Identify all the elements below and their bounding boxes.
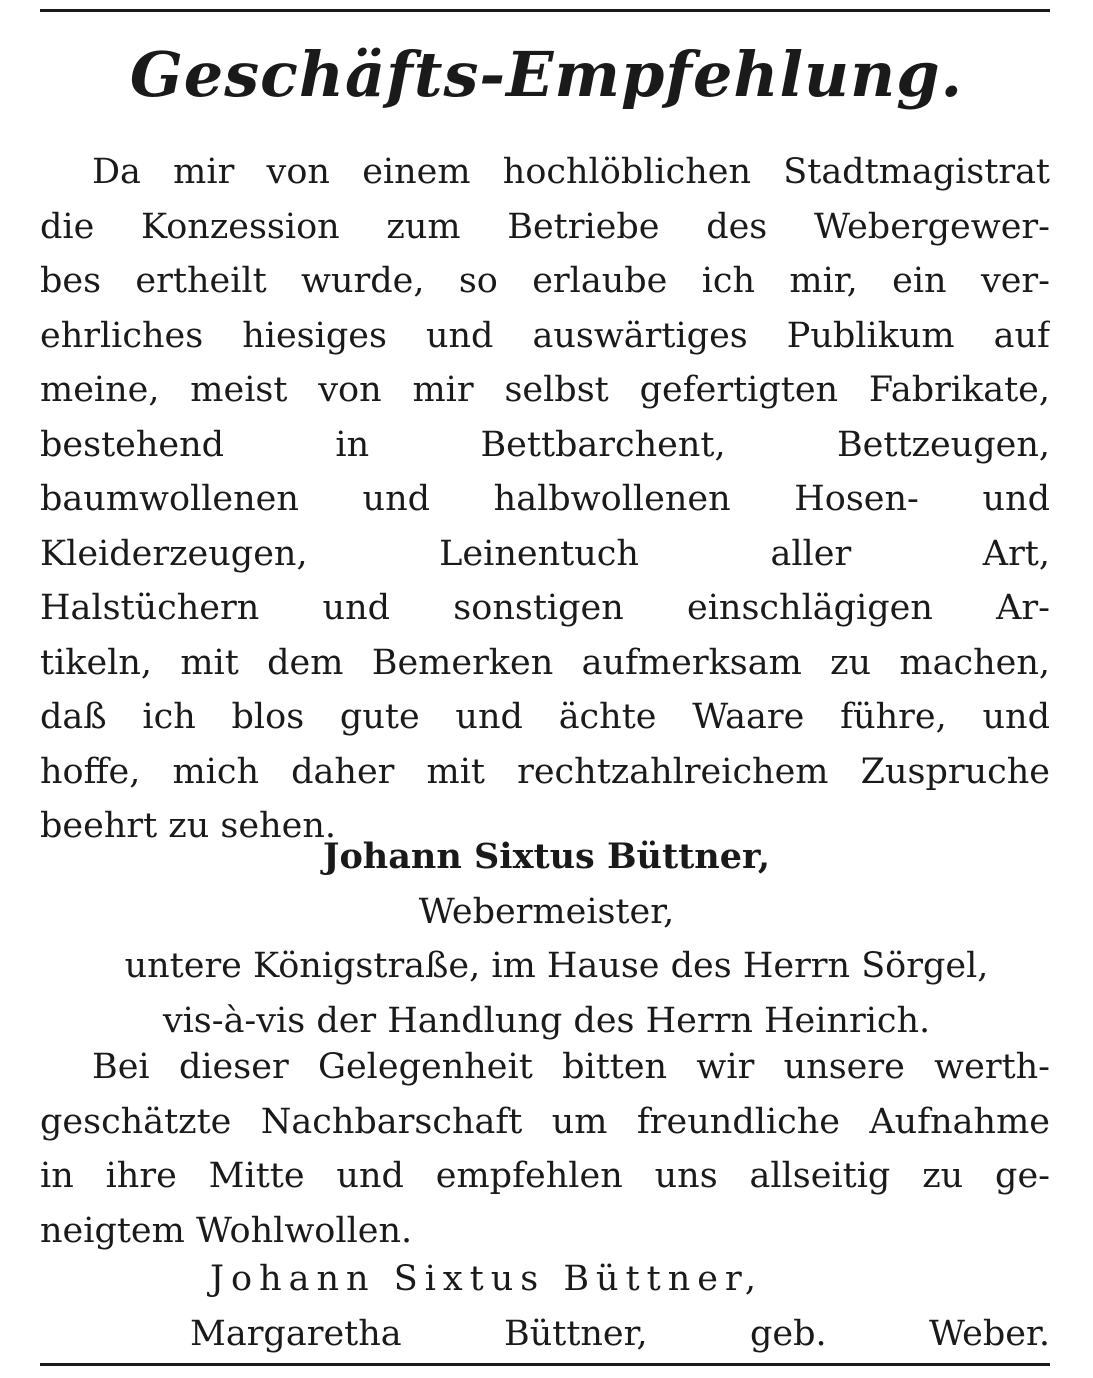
neighbourhood-paragraph: [40, 1040, 1050, 1258]
signature-block-master: [0, 830, 1093, 1048]
signature-role: Webermeister,: [418, 891, 675, 932]
advertisement-title: Geschäfts-Empfehlung.: [129, 38, 964, 111]
paragraph-line: ehrliches hiesiges und auswärtiges Publikum auf: [40, 315, 1050, 356]
paragraph-line: daß ich blos gute und ächte Waare führe, und: [40, 697, 1050, 737]
top-rule: [40, 9, 1050, 12]
paragraph-line: Kleiderzeugen, Leinentuch aller Art,: [40, 533, 1050, 574]
paragraph-line: bestehend in Bettbarchent, Bettzeugen,: [40, 424, 1050, 465]
paragraph-line: hoffe, mich daher mit rechtzahlreichem Zuspruche: [40, 751, 1050, 792]
paragraph-line: beehrt zu sehen.: [40, 806, 336, 846]
signature-line: Johann Sixtus Büttner,: [210, 1259, 763, 1299]
paragraph-line: bes ertheilt wurde, so erlaube ich mir, ein ver-: [40, 261, 1050, 301]
signature-address-line: vis-à-vis der Handlung des Herrn Heinrich.: [162, 1000, 931, 1041]
signature-block-family: [190, 1252, 1050, 1361]
paragraph-line: neigtem Wohlwollen.: [40, 1210, 413, 1251]
paragraph-line: geschätzte Nachbarschaft um freundliche Aufnahme: [40, 1101, 1050, 1142]
announcement-paragraph: [40, 145, 1050, 854]
signature-line: Margaretha Büttner, geb. Weber.: [190, 1313, 1050, 1354]
signature-name: Johann Sixtus Büttner,: [322, 836, 771, 877]
paragraph-line: in ihre Mitte und empfehlen uns allseitig zu ge-: [40, 1156, 1050, 1196]
bottom-rule: [40, 1363, 1050, 1366]
paragraph-line: die Konzession zum Betriebe des Webergewer-: [40, 206, 1050, 247]
paragraph-line: baumwollenen und halbwollenen Hosen- und: [40, 479, 1050, 519]
paragraph-line: Da mir von einem hochlöblichen Stadtmagistrat: [92, 152, 1050, 192]
paragraph-line: tikeln, mit dem Bemerken aufmerksam zu machen,: [40, 642, 1050, 683]
signature-address-line: untere Königstraße, im Hause des Herrn Sörgel,: [124, 946, 989, 986]
paragraph-line: Bei dieser Gelegenheit bitten wir unsere werth-: [92, 1047, 1050, 1087]
paragraph-line: meine, meist von mir selbst gefertigten Fabrikate,: [40, 370, 1050, 410]
paragraph-line: Halstüchern und sonstigen einschlägigen Ar-: [40, 588, 1050, 628]
